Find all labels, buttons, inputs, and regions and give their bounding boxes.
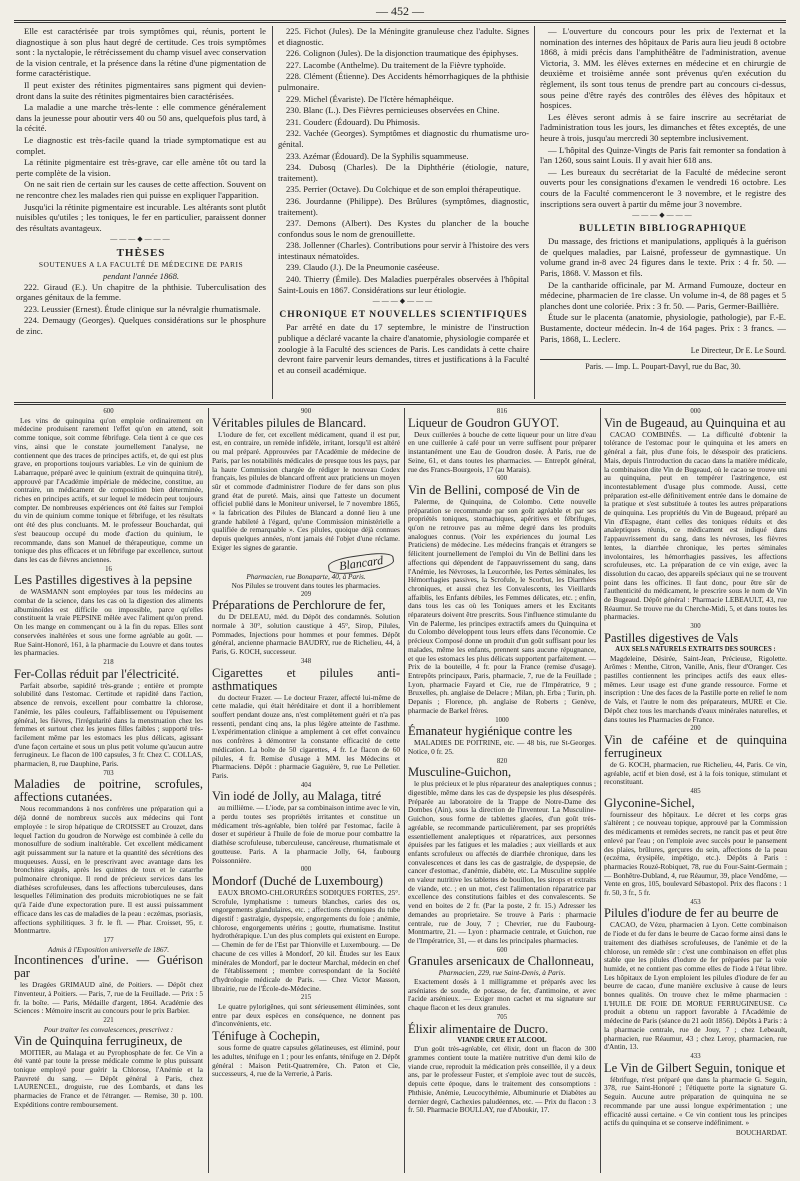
- ad-text: MALADIES DE POITRINE, etc. — 48 bis, rue St-Georges. Notice, 0 fr. 25.: [408, 738, 596, 756]
- ornament-divider: ———◆———: [632, 211, 694, 220]
- right-column: [540, 26, 786, 400]
- chronicle-title: CHRONIQUE ET NOUVELLES SCIENTIFIQUES: [279, 309, 528, 320]
- ad-text: de WASMANN sont employées par tous les médecins au combat de la science, dans les cas où la digestion des aliments albuminoïdes est difficile ou impossible, parce qu'elles constituent la vraie PEPSINE mêlée avec l'aliment qu'on prend. On les mange en commençant ou à la fin du repas. Elles sont conservées inaltérées et sous une forme agréable au goût. — Rue Saint-Honoré, 161, à la pharmacie du Louvre et dans toutes les pharmacies.: [14, 587, 203, 658]
- ad-number: 600: [496, 946, 508, 954]
- paragraph: Jusqu'ici la rétinite pigmentaire est incurable. Les altérants sont plutôt nuisibles qu'utiles ; les toniques, le fer en particulier, paraissent donner des résultats avantageux.: [16, 201, 266, 233]
- ad-number: 209: [300, 590, 312, 598]
- ad-text: au millième. — L'iode, par sa combinaison intime avec le vin, a perdu toutes ses propriétés irritantes et constitue un médicament très-agréable, bien toléré par l'estomac, facile à doser et supérieur à l'huile de foie de morue pour combattre la diathèse scrofuleuse, tuberculeuse, cancéreuse, rhumatismale et goutteuse. Paris. A la pharmacie Jolly, 64, faubourg Poissonnière.: [212, 803, 400, 865]
- ad-heading: Vin de Bellini, composé de Vin de: [408, 482, 580, 497]
- ad-text: sous forme de quatre capsules gélatineuses, est éliminé, pour les adultes, ténifuge en 1 ; pour les enfants, ténifuge en 2. Dépôt général : Maison Petit-Quatremère, Ch. Paton et Cie, successeurs, 4, rue de la Verrerie, à Paris.: [212, 1043, 400, 1079]
- thesis-entry: 235. Perrier (Octave). Du Colchique et de son emploi thérapeutique.: [286, 184, 521, 195]
- ad-heading: Émanateur hygiénique contre les: [408, 724, 573, 739]
- imprint-line: Paris. — Imp. L. Poupart-Davyl, rue du Bac, 30.: [585, 361, 741, 371]
- ad-number: 820: [496, 757, 508, 765]
- thesis-entry: 229. Michel (Évariste). De l'Ictère hémaphéique.: [286, 93, 454, 104]
- ad-text: le plus précieux et le plus réparateur des analeptiques connus ; digestible, même dans les cas de dyspepsie les plus désespérés. Préparée au laboratoire de la Trappe de Notre-Dame des Dombes (Ain), sous la direction de l'inventeur. La Musculine-Guichon, sous forme de tablettes glacées, d'un goût très-agréable, se recommande particulièrement, par ses propriétés essentiellement analeptiques et réparatrices, aux personnes épuisées par les fatigues et les maladies ; aux vieillards et aux enfants scrofuleux ou affectés de diarrhée chronique, dans les convalescences et dans les cas de gastralgie, de dyspepsie, de cancer d'estomac, d'anémie, diabète, etc. La Musculine supplée en valeur nutritive les tablettes de bouillon, les sirops et extraits de viande, etc. ; en un mot, c'est l'alimentation réparatrice par excellence des constitutions faibles et des convalescents. Se vend en boites de 2 fr. (Par la poste, 2 fr. 15.) Adresser les demandes au proprietaire. Se trouve à Paris : pharmacie centrale, rue de Jouy, 7 ; Chevrier, rue du Faubourg-Montmartre, 21. — Lyon : pharmacie centrale, et Guichon, rue de l'Impératrice, 31, — et dans les principales pharmacies.: [408, 779, 596, 945]
- page-number: — 452 —: [376, 4, 424, 18]
- ad-heading: Vin de caféine et de quinquina ferrugineux: [604, 732, 787, 760]
- ad-heading: Véritables pilules de Blancard.: [212, 415, 367, 430]
- paragraph: Les élèves seront admis à se faire inscrire au secrétariat de l'administration tous les jours, les dimanches et fêtes exceptés, de une heure à trois, jusqu'au mercredi 30 septembre inclusivement.: [540, 111, 786, 143]
- ad-text: CACAO COMBINÉS. — La difficulté d'obtenir la tolérance de l'estomac pour le quinquina et les amers en général a fait, plus d'une fois, le désespoir des praticiens. Mais, depuis l'introduction du cacao dans la matière médicale, la combinaison dite Vin de Bugeaud, où le cacao se trouve uni au quinquina, peut en tempérer l'astringence, est incontestablement d'usage plus commode. Aussi, cette préparation est-elle définitivement entrée dans le domaine de la pratique et s'est substituée à toutes les autres préparations de quinquina. Les propriétés du Vin de Bugeaud, préparé au Vin d'Espagne, étant celles des toniques réduits et des analeptiques réunis, ce médicament est indiqué dans l'appauvrissement du sang, dans les névroses, les fièvres lentes, la diarrhée chronique, les pertes séminales involontaires, les hémorrhagies passives, les affections scrofuleuses, etc. La préparation de ce vin exige, avec la dissolution du cacao, des appareils spéciaux qui ne se trouvent point dans les officines. Il faut donc, pour être sûr de l'authenticité du médicament, le prescrire sous le nom de Vin de Bugeaud. Dépôt général : Pharmacie LEBEAULT, 43, rue Réaumur. Se trouve rue du Cherche-Midi, 5, et dans toutes les pharmacies.: [604, 429, 787, 622]
- section-rule: [14, 402, 786, 405]
- thesis-entry: 239. Claudo (J.). De la Pneumonie caséeuse.: [286, 262, 440, 273]
- ad-heading: Préparations de Perchlorure de fer,: [212, 598, 386, 613]
- ad-number: 433: [690, 1053, 701, 1060]
- ad-text: Les vins de quinquina qu'on emploie ordinairement en médecine produisent rarement l'effet qu'on en attend, soit comme tonique, soit comme fébrifuge. Cela tient à ce que ces vins, ainsi que le constate journellement l'analyse, ne contiennent que des traces de principes actifs, et, de qui est plus grave, en proportions toujours variables. Le vin de quinium de Labarraque, préparé avec le quinium (extrait de quinquina titré), approuvé par l'Académie impériale de médecine, constitue, au contraire, un médicament de composition bien déterminée, riches en principes actifs, et sur lequel le médecin peut toujours compter. De nombreuses expériences ont été faites sur l'emploi du vin de quinium comme tonique et fébrifuge, et les résultats ont été des plus concluants. M. le professeur Bouchardat, qui s'est beaucoup occupé du mode d'action du quinium, le recommande, dans son Manuel de thérapeutique, comme un tonique des plus efficaces et un fébrifuge par excellence, surtout dans les cas de fièvres anciennes.: [14, 415, 203, 564]
- header-rule: [14, 20, 786, 23]
- ad-number: 600: [496, 475, 508, 483]
- ad-heading: Ténifuge à Cochepin,: [212, 1029, 320, 1044]
- ad-subheading: AUX SELS NATURELS EXTRAITS DES SOURCES :: [615, 645, 776, 653]
- thesis-entry: 231. Couderc (Édouard). Du Phimosis.: [286, 116, 420, 127]
- ad-note: Admis à l'Exposition universelle de 1867.: [47, 944, 170, 954]
- paragraph: Il peut exister des rétinites pigmentaires sans pigment qui devien-dront dans la suite des rétinites pigmentaires bien caractérisées.: [16, 79, 266, 101]
- ad-note: Nos Pilules se trouvent dans toutes les pharmacies.: [231, 580, 381, 590]
- thesis-entry: 224. Demaugy (Georges). Quelques considérations sur le phosphure de zinc.: [16, 315, 266, 337]
- paragraph: — Les bureaux du secrétariat de la Faculté de médecine seront ouverts pour les consignations d'examen le vendredi 16 octobre. Les cours de la Faculté commenceront le 3 novembre, et le registre des inscriptions sera ouvert à partir du même jour 3 novembre.: [540, 166, 786, 209]
- paragraph: Elle est caractérisée par trois symptômes qui, réunis, portent le diagnostique à son plus haut degré de certitude. Ces trois symptômes sont : la nyctalopie, le rétrécissement du champ visuel avec conservation de la vision centrale, et la présence dans la rétine d'une pigmentation de forme caractéristique.: [16, 26, 266, 79]
- signature: BOUCHARDAT.: [735, 1127, 787, 1137]
- ad-number: 215: [300, 994, 312, 1002]
- ads-column-2: [212, 408, 400, 1175]
- thesis-entry: 232. Vachée (Georges). Symptômes et diagnostic du rhumatisme uro-génital.: [278, 128, 529, 149]
- thesis-entry: 226. Colignon (Jules). De la disjonction traumatique des épiphyses.: [286, 48, 519, 59]
- thesis-entry: 240. Thierry (Émile). Des Maladies puerpérales observées à l'hôpital Saint-Louis en 1867. Considérations sur leur étiologie.: [278, 274, 529, 295]
- paragraph: Le diagnostic est très-facile quand la triade symptomatique est au complet.: [16, 134, 266, 156]
- ad-number: 404: [300, 781, 312, 789]
- thesis-entry: 223. Leussier (Ernest). Étude clinique sur la névralgie rhumatismale.: [24, 303, 261, 314]
- ad-text: du docteur Frazer. — Le docteur Frazer, affecté lui-même de cette maladie, qui était héréditaire et dont il a horriblement souffert pendant douze ans, n'est complètement guéri et n'a pas ressenti, pendant cinq ans, la plus légère atteinte de l'asthme. L'expérimentation clinique a amplement à cet effet convaincu nos confrères à démontrer la constante efficacité de cette médication. La boîte de 50 cigarettes, 4 fr. Le flacon de 60 pilules, 4 fr. Remise d'usage à MM. les Médecins et Pharmaciens. Dépôt : pharmacie Gaguière, 9, rue Le Pelletier. Paris.: [212, 692, 400, 780]
- ad-note: Pour traiter les convalescences, prescrivez :: [43, 1024, 174, 1034]
- ad-text: L'iodure de fer, cet excellent médicament, quand il est pur, est, en contraire, un remède infidèle, irritant, lorsqu'il est altéré ou mal préparé. Approuvées par l'Académie de médecine de Paris, par les notabilités médicales de presque tous les pays, par la haute Commission chargée de rédiger le nouveau Codex français, les pilules de blancard offrent aux praticiens un moyen sûr et commode d'administrer l'iodure de fer dans son plus grand état de pureté. Mais, ainsi que l'atteste un document officiel publié dans le Moniteur universel, le 7 novembre 1865, « la fabrication des Pilules de Blancard a donné lieu à une grande habileté à l'égard, qu'une Commission ministérielle a qualifiée de remarquable ». Ces pilules, quoique déjà connues depuis quelques années, n'ont jamais été l'objet d'une réclame. Exiger les signes de garantie.: [212, 429, 400, 552]
- ad-subheading: VIANDE CRUE ET ALCOOL: [457, 1036, 547, 1044]
- ads-column-3: [408, 408, 596, 1175]
- ad-number: 000: [300, 866, 312, 874]
- ads-column-4: [604, 408, 787, 1175]
- thesis-entry: 237. Demons (Albert). Des Kystes du plancher de la bouche confondus sous le nom de grenouillette.: [278, 218, 529, 239]
- paragraph: — L'ouverture du concours pour les prix de l'externat et la nomination des internes des hôpitaux de Paris aura lieu jeudi 8 octobre 1868, à midi précis dans l'amphithéâtre de l'administration, avenue Victoria, 3. MM. les élèves externes en médecine et en chirurgie de deuxième et troisième année sont prévenus qu'en exécution du règlement, ils sont tous tenus de prendre part au concours ci-dessus, sous peine d'être rayés des contrôles des élèves des hôpitaux et hospices.: [540, 26, 786, 111]
- bibliography-entry: Étude sur le placenta (anatomie, physiologie, pathologie), par F.-E. Bustamente, docteur médecin. In-4 de 164 pages. Prix : 3 francs. — Paris, 1868, L. Leclerc.: [540, 312, 786, 344]
- thesis-entry: 222. Giraud (E.). Un chapitre de la phthisie. Tuberculisation des organes génitaux de la femme.: [16, 281, 266, 303]
- ad-number: 485: [690, 788, 701, 796]
- ad-number: 703: [103, 769, 114, 777]
- ad-heading: Pastilles digestives de Vals: [604, 630, 739, 645]
- thesis-entry: 228. Clément (Étienne). Des Accidents hémorrhagiques de la phthisie pulmonaire.: [278, 71, 529, 92]
- left-column: [16, 26, 266, 400]
- ads-column-1: [14, 408, 203, 1175]
- ad-heading: Granules arsenicaux de Challonneau,: [408, 954, 595, 969]
- column-divider: [534, 26, 535, 399]
- ad-number: 000: [690, 408, 701, 415]
- ad-heading: Élixir alimentaire de Ducro.: [408, 1021, 549, 1036]
- ad-heading: Fer-Collas réduit par l'électricité.: [14, 666, 180, 681]
- thesis-entry: 225. Fichot (Jules). De la Méningite granuleuse chez l'adulte. Signes et diagnostic.: [278, 26, 529, 47]
- ad-number: 300: [690, 623, 701, 631]
- thesis-entry: 233. Azémar (Édouard). De la Syphilis squammeuse.: [286, 150, 469, 161]
- theses-subtitle: SOUTENUES A LA FACULTÉ DE MÉDECINE DE PARIS: [38, 260, 244, 270]
- paragraph: Par arrêté en date du 17 septembre, le ministre de l'instruction publique a déclaré vacante la chaire d'anatomie, physiologie comparée et zoologie à la Faculté des sciences de Paris. Les candidats à cette chaire devront faire parvenir leurs demandes, titres et justifications à la Faculté et au conseil académique.: [278, 322, 529, 375]
- ad-heading: Mondorf (Duché de Luxembourg): [212, 873, 383, 888]
- ad-number: 600: [103, 408, 114, 415]
- ad-number: 816: [496, 408, 508, 415]
- ad-heading: Incontinences d'urine. — Guérison par: [14, 953, 203, 981]
- ad-text: fournisseur des hôpitaux. Le décret et les corps gras s'altèrent ; ce nouveau topique, approuvé par la Commission des médicaments et remèdes secrets, ne rancit pas et peut être enlevé par l'eau ; on l'emploie avec succès pour le pansement des plaies, brûlures, gerçures du sein, affections de la peau (eczéma, érysipèle, impétigo, etc.). Dépôts à Paris : pharmacies Rouzé-Robiquet, 78, rue du Four-Saint-Germain ; — Bonhêtre-Dubland, 4, rue Réaumur, 39, place Vendôme, — Vente en gros, 105, boulevard Sébastopol. Prix des flacons : 1 fr. 50, 3 fr., 5 fr.: [604, 809, 787, 898]
- ad-text: du Dr DELEAU, méd. du Dépôt des condamnés. Solution normale à 30°, solution caustique à 45°, Sirop, Pilules, Pommades, Injections pour hommes et pour femmes. Dépôt général, ancienne pharmacie BAUDRY, rue de Richelieu, 44, à Paris, G. KOCH, successeur.: [212, 612, 400, 657]
- ad-heading: Glyconine-Sichel,: [604, 795, 695, 810]
- ad-text: les Dragées GRIMAUD aîné, de Poitiers. — Dépôt chez l'inventeur, à Poitiers. — Paris, 7, rue de la Feuillade. — Prix : 5 fr. la boîte. — Paris, Médaille d'argent, 1864. Académie des Sciences : Mémoire inscrit au concours pour le prix Barbier.: [14, 980, 203, 1016]
- ad-text: Le quatre pylorigênes, qui sont sérieusement éliminées, sont entre par deux espèces en conséquence, ne donnent pas d'inconvénients, etc.: [212, 1002, 400, 1029]
- paragraph: On ne sait rien de certain sur les causes de cette affection. Souvent on ne rencontre chez les malades rien qui puisse en expliquer l'apparition.: [16, 179, 266, 200]
- ad-heading: Cigarettes et pilules anti-asthmatiques: [212, 665, 400, 693]
- ad-number: 200: [690, 725, 701, 733]
- bibliography-entry: De la cantharide officinale, par M. Armand Fumouze, docteur en médecine, pharmacien de 1re classe. Un volume in-4, de 88 pages et 5 planches dont une coloriée. Prix : 3 fr. 50. — Paris, Germer-Baillière.: [540, 279, 786, 311]
- ad-text: fébrifuge, n'est préparé que dans la pharmacie G. Seguin, 378, rue Saint-Honoré ; l'étiquette porte la signature G. Seguin. Aucune autre préparation de quinquina ne se recommande par une aussi longue expérimentation ; une efficacité aussi certaine. « Ce vin contient tous les principes actifs du quinquina et se conserve indéfiniment. »: [604, 1074, 787, 1128]
- ad-note: Pharmacien, rue Bonaparte, 40, à Paris.: [246, 572, 366, 582]
- ad-text: EAUX BROMO-CHLORURÉES SODIQUES FORTES, 25°. Scrofule, lymphatisme : tumeurs blanches, caries des os, engorgements glandulaires, etc. ; affections chroniques du tube digestif : gastralgie, dyspepsie, engorgements du foie ; anémie, chlorose, engorgements utérins ; goutte, rhumatisme. Institut hydrothérapique. L'un des plus complets qui existent en Europe. — Chemin de fer de l'Est par Thionville et Luxembourg. — De chacune de ces villes à Mondorf, 20 kil. Études sur les Eaux minérales de Mondorf, par le docteur Marchal, médecin en chef de l'établissement ; membre correspondant de la Société d'hydrologie médicale de Paris. — Chez Victor Masson, librairie, rue de l'École-de-Médecine.: [212, 887, 400, 993]
- paragraph: La rétinite pigmentaire est très-grave, car elle amène tôt ou tard la perte complète de la vision.: [16, 157, 266, 178]
- ad-text: D'un goût très-agréable, cet élixir, dont un flacon de 300 grammes contient toute la matière nutritive d'un demi kilo de viande crue, reproduit la médication près conseillée, il y a deux ans, par le professeur Fuster, et s'emploie avec tout de succès, depuis cette époque, dans le traitement des consomptions : Phthisie, Anémie, Leucocythémie, Albuminurie et Diabètes au dernier degré, Cachexies paludéennes, etc. — Prix du flacon : 3 fr. 50. Pharmacie BOULLAY, rue d'Aboukir, 17.: [408, 1044, 596, 1115]
- ad-heading: Musculine-Guichon,: [408, 765, 512, 780]
- thesis-entry: 227. Lacombe (Anthelme). Du traitement de la Fièvre typhoïde.: [286, 59, 506, 70]
- theses-period: pendant l'année 1868.: [102, 271, 180, 282]
- theses-title: THÈSES: [116, 246, 166, 259]
- ad-number: 1000: [495, 716, 509, 724]
- ad-heading: Les Pastilles digestives à la pepsine: [14, 573, 193, 588]
- ad-text: MOITIER, au Malaga et au Pyrophosphate de fer. Ce Vin a été vanté par toute la presse médicale comme le plus puissant tonique employé pour guérir la Chlorose, l'Anémie et la Pauvreté du sang. — Dépôt général à Paris, chez LAURENCEL, droguiste, rue des Lombards, et dans les pharmacies de France et de l'étranger. — Remise, 30 p. 100. Expéditions contre remboursement.: [14, 1047, 203, 1109]
- ad-number: 348: [300, 657, 312, 665]
- ad-text: de G. KOCH, pharmacien, rue Richelieu, 44, Paris. Ce vin, agréable, actif et bien dosé, est à la fois tonique, stimulant et reconstituant.: [604, 759, 787, 787]
- column-divider: [208, 408, 209, 1173]
- paragraph: — L'hôpital des Quinze-Vingts de Paris fait remonter sa fondation à l'an 1260, sous saint Louis. Il y avait hier 618 ans.: [540, 144, 786, 166]
- ad-text: CACAO, de Vézu, pharmacien à Lyon. Cette combinaison de l'iode et du fer dans le beurre de Cacao forme ainsi dans le traitement des diathèses scrofuleuses, de l'anémie et de la chlorose, un remède sûr : c'est une combinaison en effet plus stable que les pilules d'iodure de fer préparées par la voie humide, et ne contient pas comme elles de l'iode à l'état libre. Les hôpitaux de Lyon emploient les pilules d'iodure de fer au beurre de cacao, d'une manière exclusive à cause de leurs bonnes qualités. On trouve chez le même pharmacien : L'HUILE DE FOIE DE MORUE FERRUGINEUSE. Ce produit a obtenu un rapport favorable à l'Académie de médecine de Paris (séance du 21 août 1856). Dépôts à Paris : à la pharmacie centrale, rue de Jouy, 7 ; chez Lebeault, pharmacien, rue Réaumur, 43 ; chez Leroy, pharmacien, rue d'Antin, 13.: [604, 920, 787, 1052]
- thesis-entry: 234. Dubosq (Charles). De la Diphthérie (étiologie, nature, traitement).: [278, 162, 529, 183]
- ad-number: 705: [496, 1013, 508, 1021]
- thesis-entry: 238. Jollenner (Charles). Contributions pour servir à l'histoire des vers intestinaux nématoïdes.: [278, 240, 529, 261]
- ad-heading: Vin iodé de Jolly, au Malaga, titré: [212, 789, 382, 804]
- ad-text: Nous recommandons à nos confrères une préparation qui a déjà donné de nombreux succès aux médecins qui l'ont employée : le sirop hépatique de CROISSET au Crouzet, dans lequel l'action du goudron de Norwège est combinée à celle du monosulfure de sodium inaltérable. Cet excellent médicament agit puissamment sur la nature et la quantité des sécrétions des muqueuses. Aussi, en le prescrivant avec avantage dans les bronchites aiguës, après les quintes de toux et le catarrhe pulmonaire chronique. Il rend de précieux services dans les diathèses scrofuleuses, dans les affections tuberculeuses, dans lesquelles l'élimination des produits microbiotiques ne se fait qu'à l'aide d'une expectoration pure. Il est aussi puissamment efficace dans les cas de maladies de la peau : eczémas, psoriasis, affections syphilitiques. 3 fr. le fl. — Phar. Croisset, 95, r. Montmartre.: [14, 804, 203, 936]
- ad-heading: Vin de Bugeaud, au Quinquina et au: [604, 415, 786, 430]
- ornament-divider: ———◆———: [110, 235, 172, 244]
- ad-note: Pharmacien, 229, rue Saint-Denis, à Paris.: [438, 968, 566, 978]
- ad-text: Palerme, de Quinquina, de Colombo. Cette nouvelle préparation se recommande par son goût agréable et par ses propriétés toniques, stomachiques, apéritives et fébrifuges, qu'on ne retrouve pas au même degré dans les produits analogues connus. (Voir les expériences du journal Les Praticiens) de médecine. Les médecins français et étrangers se félicitent journellement de l'emploi du Vin de Bellini dans les affections qui dépendent de l'appauvrissement du sang, dans l'Anémie, les Névroses, la Leucorrhée, les Pertes séminales, les Hémorrhagies passives, la Scrofule, le Scorbut, les Diarrhées chroniques, et aussi chez les Convalescents, les Vieillards affaiblis, les Enfants débiles, les Femmes délicates, etc. ; enfin, dans tous les cas où les Toniques amers et les Excitants réparateurs doivent être prescrits. Sous l'influence stimulante du Vin de Palerme, les principes extractifs amers du Quinquina et du Colombo développent tous leurs effets dans l'économie. Ce précieux Composé donne un produit d'un goût suffisant pour les malades, même les enfants, prennent sans aucune répugnance, et que les estomacs les plus délicats supportent parfaitement. — Prix de la bouteille, 4 fr. pour la France (remise d'usage). Entrepôts principaux, Paris, pharmacie, 7, rue de la Feuillade ; Lyon, pharmacie Fayard et Cie, rue de l'Impératrice, 9 ; Bruxelles, ph. anglaise de Delacre ; Milan, ph. Erba ; Turin, ph. Depanis ; Florence, ph. anglaise de Roberts ; Genève, pharmacie de Barkel frères.: [408, 496, 596, 715]
- ad-number: 177: [103, 936, 114, 944]
- ad-text: Deux cuillerées à bouche de cette liqueur pour un litre d'eau en une cuillerée à café pour un verre suffisent pour préparer instantanément une Eau de Goudron dosée. À Paris, rue de Seine, 61, et dans toutes les pharmacies. — Entrepôt général, rue des Francs-Bourgeois, 17 (au Marais).: [408, 429, 596, 474]
- signature-seal: Blancard: [327, 550, 395, 576]
- director-line: Le Directeur, Dr E. Le Sourd.: [690, 346, 786, 356]
- ad-text: Parfait absorbe, sapidité très-grande ; entière et prompte solubilité dans l'estomac. Certitude et rapidité dans l'action, absence de renvois, excellent pour combattre la chlorose, l'anémie, les pâles couleurs, l'affaiblissement ou l'épuisement général, les fièvres, l'irrégularité dans la menstruation chez les femmes et surtout chez les jeunes filles faibles ; supporté très-facilement même par les estomacs les plus délicats, agissant d'une façon certaine et sous un plus petit volume qu'aucun autre ferrugineux. Le flacon de 100 capsules, 3 fr. Chez C. COLLAS, pharmacien, 8, rue Dauphine, Paris.: [14, 680, 203, 769]
- middle-column: [278, 26, 529, 400]
- bulletin-title: BULLETIN BIBLIOGRAPHIQUE: [579, 223, 747, 234]
- ad-heading: Maladies de poitrine, scrofules, affections cutanées.: [14, 777, 203, 805]
- ad-text: Magdeleine, Désirée, Saint-Jean, Précieuse, Rigolette. Arômes : Menthe, Citron, Vanille, Anis, fleur d'Oranger. Ces pastilles contiennent les principes actifs des eaux elles-mêmes. Leur usage est d'une grande ressource. Forme et inscription : Une des faces de la Pastille porte en relief le nom de Vals, et l'autre le nom des préparateurs, MURE et Cie. Dépôt chez tous les marchands d'eaux minérales naturelles, et dans toutes les Pharmacies de France.: [604, 653, 787, 724]
- paragraph: La maladie a une marche très-lente : elle commence généralement dans la jeunesse pour aboutir vers 40 ou 50 ans, quelquefois plus tard, à la cécité.: [16, 102, 266, 134]
- ad-number: 16: [105, 565, 112, 573]
- column-divider: [600, 408, 601, 1173]
- ad-number: 221: [103, 1017, 114, 1025]
- ad-text: Exactement dosés à 1 milligramme et préparés avec les arséniates de soude, de potasse, de fer, d'antimoine, et avec l'acide arsénieux. — Exiger mon cachet et ma signature sur chaque flacon et les deux granules.: [408, 977, 596, 1013]
- ad-number: 218: [103, 658, 114, 666]
- ad-number: 900: [300, 408, 312, 415]
- thesis-entry: 236. Jourdanne (Philippe). Des Brûlures (symptômes, diagnostic, traitement).: [278, 195, 529, 217]
- bibliography-entry: Du massage, des frictions et manipulations, appliqués à la guérison de quelques maladies, par Laisné, professeur de gymnastique. Un volume grand in-8 avec 24 figures dans le texte. Prix : 4 fr. 50. — Paris, 1868. V. Masson et fils.: [540, 236, 786, 279]
- ad-heading: Le Vin de Gilbert Seguin, tonique et: [604, 1060, 786, 1075]
- column-divider: [272, 26, 273, 399]
- thesis-entry: 230. Blanc (L.). Des Fièvres pernicieuses observées en Chine.: [286, 105, 500, 116]
- column-divider: [404, 408, 405, 1173]
- ornament-divider: ———◆———: [372, 297, 435, 306]
- ad-number: 453: [690, 898, 701, 906]
- ad-heading: Pilules d'iodure de fer au beurre de: [604, 906, 779, 921]
- ad-heading: Liqueur de Goudron GUYOT.: [408, 415, 560, 430]
- ad-heading: Vin de Quinquina ferrugineux, de: [14, 1033, 183, 1048]
